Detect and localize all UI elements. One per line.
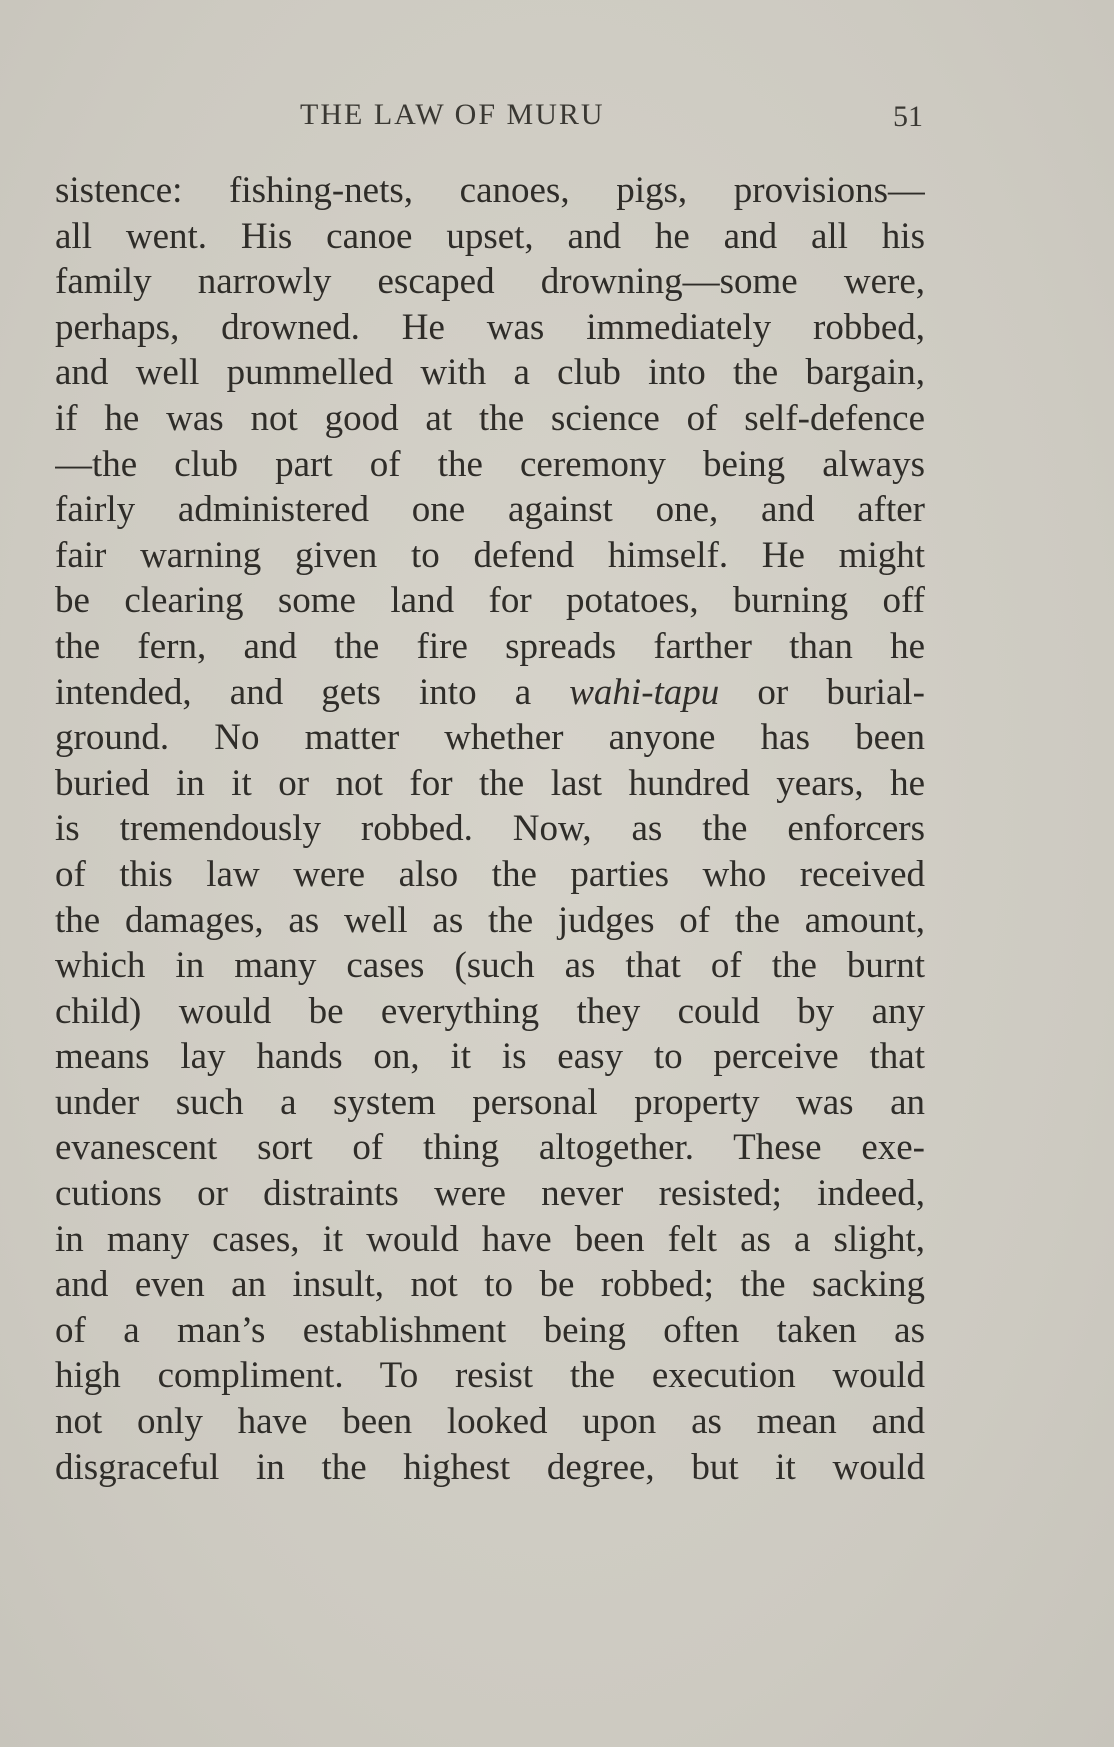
text-line: the fern, and the fire spreads farther than he (55, 625, 925, 667)
text-line: of a man’s establishment being often taken as (55, 1309, 925, 1351)
line-text-after: or burial- (719, 671, 925, 713)
text-line: sistence: fishing-nets, canoes, pigs, provisions— (55, 170, 925, 211)
line-text-before: intended, and gets into a (55, 671, 570, 713)
text-line: evanescent sort of thing altogether. These exe- (55, 1127, 925, 1169)
text-line: —the club part of the ceremony being always (55, 443, 925, 485)
text-line: ground. No matter whether anyone has been (55, 717, 925, 759)
text-line: not only have been looked upon as mean and (55, 1401, 925, 1443)
text-line: under such a system personal property was an (55, 1081, 925, 1123)
text-line: buried in it or not for the last hundred years, he (55, 762, 925, 804)
text-line: high compliment. To resist the execution would (55, 1355, 925, 1397)
text-line: child) would be everything they could by any (55, 990, 925, 1032)
text-line: fairly administered one against one, and after (55, 489, 925, 531)
text-line: perhaps, drowned. He was immediately robbed, (55, 306, 925, 348)
italic-term: wahi-tapu (569, 671, 720, 713)
text-line: if he was not good at the science of self-defence (55, 397, 925, 439)
body-text (55, 168, 925, 1490)
text-line: disgraceful in the highest degree, but it would (55, 1446, 925, 1488)
text-line: be clearing some land for potatoes, burning off (55, 580, 925, 622)
text-line: and even an insult, not to be robbed; the sacking (55, 1264, 925, 1306)
text-line: means lay hands on, it is easy to perceive that (55, 1036, 925, 1078)
text-line: in many cases, it would have been felt as a slight, (55, 1218, 925, 1260)
text-line: all went. His canoe upset, and he and all his (55, 215, 925, 257)
text-line: and well pummelled with a club into the bargain, (55, 352, 925, 394)
page-number: 51 (893, 100, 923, 133)
text-line: cutions or distraints were never resisted; indeed, (55, 1173, 925, 1215)
text-line: the damages, as well as the judges of the amount, (55, 899, 925, 941)
text-line: fair warning given to defend himself. He might (55, 534, 925, 576)
text-line: is tremendously robbed. Now, as the enforcers (55, 808, 925, 850)
text-line: family narrowly escaped drowning—some were, (55, 261, 925, 303)
text-line: of this law were also the parties who received (55, 853, 925, 895)
text-line (55, 670, 925, 716)
running-title: THE LAW OF MURU (300, 98, 605, 131)
text-line: which in many cases (such as that of the burnt (55, 945, 925, 987)
running-head (0, 98, 1114, 138)
